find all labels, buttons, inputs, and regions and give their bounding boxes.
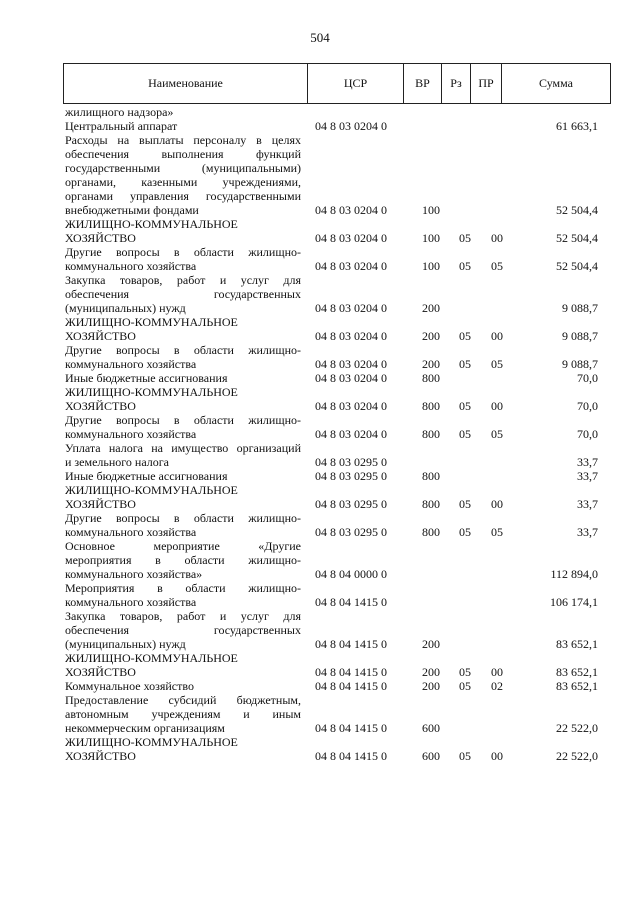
row-name (65, 469, 301, 483)
row-name-line: ХОЗЯЙСТВО (65, 231, 136, 245)
row-sum: 33,7 (577, 525, 598, 539)
table-row (65, 679, 610, 693)
row-sum: 106 174,1 (550, 595, 598, 609)
row-sum: 83 652,1 (556, 665, 598, 679)
row-sum: 70,0 (577, 371, 598, 385)
row-sum: 52 504,4 (556, 203, 598, 217)
row-csr: 04 8 04 1415 0 (315, 721, 387, 735)
row-rz: 05 (459, 427, 471, 441)
row-name-line: ХОЗЯЙСТВО (65, 399, 136, 413)
row-pr: 05 (491, 525, 503, 539)
row-csr: 04 8 03 0295 0 (315, 497, 387, 511)
row-name (65, 273, 301, 315)
table-row (65, 217, 610, 245)
row-name-line: коммунального хозяйства (65, 259, 197, 273)
row-sum: 52 504,4 (556, 231, 598, 245)
row-rz: 05 (459, 679, 471, 693)
row-rz: 05 (459, 665, 471, 679)
row-vr: 800 (422, 497, 440, 511)
table-row (65, 609, 610, 651)
row-rz: 05 (459, 231, 471, 245)
row-csr: 04 8 03 0204 0 (315, 203, 387, 217)
row-name-line: ЖИЛИЩНО-КОММУНАЛЬНОЕ (65, 651, 238, 665)
table-row (65, 133, 610, 217)
row-name (65, 679, 301, 693)
row-sum: 33,7 (577, 455, 598, 469)
row-pr: 02 (491, 679, 503, 693)
row-name-line: Закупка товаров, работ и услуг для (65, 273, 301, 287)
row-name-line: ХОЗЯЙСТВО (65, 497, 136, 511)
row-csr: 04 8 04 1415 0 (315, 749, 387, 763)
row-pr: 00 (491, 329, 503, 343)
row-name-line: Коммунальное хозяйство (65, 679, 194, 693)
row-csr: 04 8 03 0295 0 (315, 525, 387, 539)
row-sum: 9 088,7 (562, 301, 598, 315)
row-csr: 04 8 04 0000 0 (315, 567, 387, 581)
row-vr: 100 (422, 231, 440, 245)
row-vr: 800 (422, 469, 440, 483)
row-name-line: Основное мероприятие «Другие (65, 539, 301, 553)
row-csr: 04 8 04 1415 0 (315, 637, 387, 651)
table-row (65, 651, 610, 679)
row-name-line: Другие вопросы в области жилищно- (65, 413, 301, 427)
row-name-line: Мероприятия в области жилищно- (65, 581, 301, 595)
row-csr: 04 8 03 0295 0 (315, 455, 387, 469)
table-row (65, 693, 610, 735)
row-name-line: Другие вопросы в области жилищно- (65, 511, 301, 525)
row-name (65, 133, 301, 217)
row-csr: 04 8 03 0204 0 (315, 329, 387, 343)
row-name-line: органами управления государственными (65, 189, 301, 203)
row-name (65, 735, 301, 763)
table-row (65, 511, 610, 539)
row-vr: 200 (422, 665, 440, 679)
row-rz: 05 (459, 357, 471, 371)
row-pr: 00 (491, 231, 503, 245)
table-row (65, 371, 610, 385)
row-vr: 100 (422, 259, 440, 273)
row-name (65, 483, 301, 511)
row-name-line: коммунального хозяйства (65, 357, 197, 371)
row-name-line: ХОЗЯЙСТВО (65, 329, 136, 343)
row-name-line: ХОЗЯЙСТВО (65, 749, 136, 763)
row-rz: 05 (459, 259, 471, 273)
row-sum: 9 088,7 (562, 357, 598, 371)
row-name-line: (муниципальных) нужд (65, 301, 186, 315)
row-csr: 04 8 04 1415 0 (315, 665, 387, 679)
row-sum: 52 504,4 (556, 259, 598, 273)
row-name (65, 343, 301, 371)
row-name-line: (муниципальных) нужд (65, 637, 186, 651)
row-name-line: коммунального хозяйства» (65, 567, 203, 581)
row-name-line: коммунального хозяйства (65, 595, 197, 609)
row-name (65, 441, 301, 469)
row-csr: 04 8 03 0204 0 (315, 301, 387, 315)
row-csr: 04 8 03 0204 0 (315, 427, 387, 441)
row-name-line: ЖИЛИЩНО-КОММУНАЛЬНОЕ (65, 217, 238, 231)
table-row (65, 245, 610, 273)
row-sum: 22 522,0 (556, 749, 598, 763)
row-name-line: ЖИЛИЩНО-КОММУНАЛЬНОЕ (65, 483, 238, 497)
row-sum: 33,7 (577, 469, 598, 483)
row-name-line: Иные бюджетные ассигнования (65, 371, 228, 385)
row-name-line: Иные бюджетные ассигнования (65, 469, 228, 483)
row-name-line: жилищного надзора» (65, 105, 174, 119)
row-name (65, 245, 301, 273)
table-row (65, 469, 610, 483)
row-sum: 83 652,1 (556, 679, 598, 693)
table-row (65, 105, 610, 119)
row-name (65, 693, 301, 735)
row-name-line: органами, казенными учреждениями, (65, 175, 301, 189)
row-name (65, 651, 301, 679)
row-sum: 61 663,1 (556, 119, 598, 133)
row-sum: 70,0 (577, 399, 598, 413)
table-row (65, 441, 610, 469)
row-csr: 04 8 03 0204 0 (315, 399, 387, 413)
row-pr: 00 (491, 399, 503, 413)
row-name (65, 119, 301, 133)
row-name (65, 371, 301, 385)
row-vr: 200 (422, 301, 440, 315)
row-name-line: некоммерческим организациям (65, 721, 225, 735)
row-rz: 05 (459, 497, 471, 511)
table-row (65, 315, 610, 343)
row-vr: 200 (422, 357, 440, 371)
row-name (65, 609, 301, 651)
row-rz: 05 (459, 329, 471, 343)
page-number: 504 (310, 30, 330, 45)
row-name-line: обеспечения государственных (65, 623, 301, 637)
table-row (65, 273, 610, 315)
row-csr: 04 8 03 0204 0 (315, 259, 387, 273)
row-sum: 22 522,0 (556, 721, 598, 735)
row-name (65, 105, 301, 119)
row-pr: 00 (491, 665, 503, 679)
row-rz: 05 (459, 749, 471, 763)
row-name (65, 539, 301, 581)
row-name-line: Предоставление субсидий бюджетным, (65, 693, 301, 707)
row-name (65, 511, 301, 539)
row-vr: 100 (422, 203, 440, 217)
table-row (65, 343, 610, 371)
row-pr: 05 (491, 357, 503, 371)
row-name-line: ХОЗЯЙСТВО (65, 665, 136, 679)
row-csr: 04 8 03 0204 0 (315, 357, 387, 371)
row-name-line: ЖИЛИЩНО-КОММУНАЛЬНОЕ (65, 315, 238, 329)
row-csr: 04 8 03 0295 0 (315, 469, 387, 483)
row-sum: 70,0 (577, 427, 598, 441)
row-name-line: обеспечения выполнения функций (65, 147, 301, 161)
row-csr: 04 8 03 0204 0 (315, 371, 387, 385)
table-header (63, 63, 611, 104)
row-name-line: Закупка товаров, работ и услуг для (65, 609, 301, 623)
row-name-line: автономным учреждениям и иным (65, 707, 301, 721)
row-pr: 05 (491, 259, 503, 273)
row-pr: 00 (491, 749, 503, 763)
row-name (65, 385, 301, 413)
table-row (65, 413, 610, 441)
table-row (65, 119, 610, 133)
row-name-line: коммунального хозяйства (65, 427, 197, 441)
header-vr: ВР (404, 64, 442, 104)
row-name-line: и земельного налога (65, 455, 170, 469)
row-name-line: Центральный аппарат (65, 119, 178, 133)
table-row (65, 581, 610, 609)
row-name-line: государственными (муниципальными) (65, 161, 301, 175)
row-csr: 04 8 04 1415 0 (315, 679, 387, 693)
row-pr: 05 (491, 427, 503, 441)
table-row (65, 385, 610, 413)
row-name-line: ЖИЛИЩНО-КОММУНАЛЬНОЕ (65, 735, 238, 749)
row-vr: 200 (422, 329, 440, 343)
row-vr: 800 (422, 399, 440, 413)
row-name (65, 581, 301, 609)
row-csr: 04 8 04 1415 0 (315, 595, 387, 609)
header-sum: Сумма (502, 64, 611, 104)
row-name-line: Другие вопросы в области жилищно- (65, 245, 301, 259)
row-sum: 33,7 (577, 497, 598, 511)
row-name-line: Другие вопросы в области жилищно- (65, 343, 301, 357)
row-name (65, 315, 301, 343)
row-sum: 9 088,7 (562, 329, 598, 343)
table-row (65, 539, 610, 581)
row-name-line: Уплата налога на имущество организаций (65, 441, 301, 455)
row-name (65, 413, 301, 441)
row-name-line: ЖИЛИЩНО-КОММУНАЛЬНОЕ (65, 385, 238, 399)
row-sum: 83 652,1 (556, 637, 598, 651)
row-vr: 800 (422, 525, 440, 539)
table-row (65, 483, 610, 511)
header-name: Наименование (64, 64, 308, 104)
row-rz: 05 (459, 399, 471, 413)
row-rz: 05 (459, 525, 471, 539)
budget-table-body (65, 105, 610, 763)
row-vr: 200 (422, 679, 440, 693)
header-rz: Рз (442, 64, 471, 104)
row-name-line: Расходы на выплаты персоналу в целях (65, 133, 301, 147)
row-name-line: внебюджетными фондами (65, 203, 199, 217)
row-csr: 04 8 03 0204 0 (315, 231, 387, 245)
row-vr: 800 (422, 427, 440, 441)
header-csr: ЦСР (308, 64, 404, 104)
row-name (65, 217, 301, 245)
row-vr: 200 (422, 637, 440, 651)
table-row (65, 735, 610, 763)
row-vr: 600 (422, 749, 440, 763)
row-csr: 04 8 03 0204 0 (315, 119, 387, 133)
row-name-line: коммунального хозяйства (65, 525, 197, 539)
row-vr: 600 (422, 721, 440, 735)
header-pr: ПР (471, 64, 502, 104)
row-vr: 800 (422, 371, 440, 385)
row-pr: 00 (491, 497, 503, 511)
row-name-line: обеспечения государственных (65, 287, 301, 301)
row-name-line: мероприятия в области жилищно- (65, 553, 301, 567)
row-sum: 112 894,0 (550, 567, 598, 581)
